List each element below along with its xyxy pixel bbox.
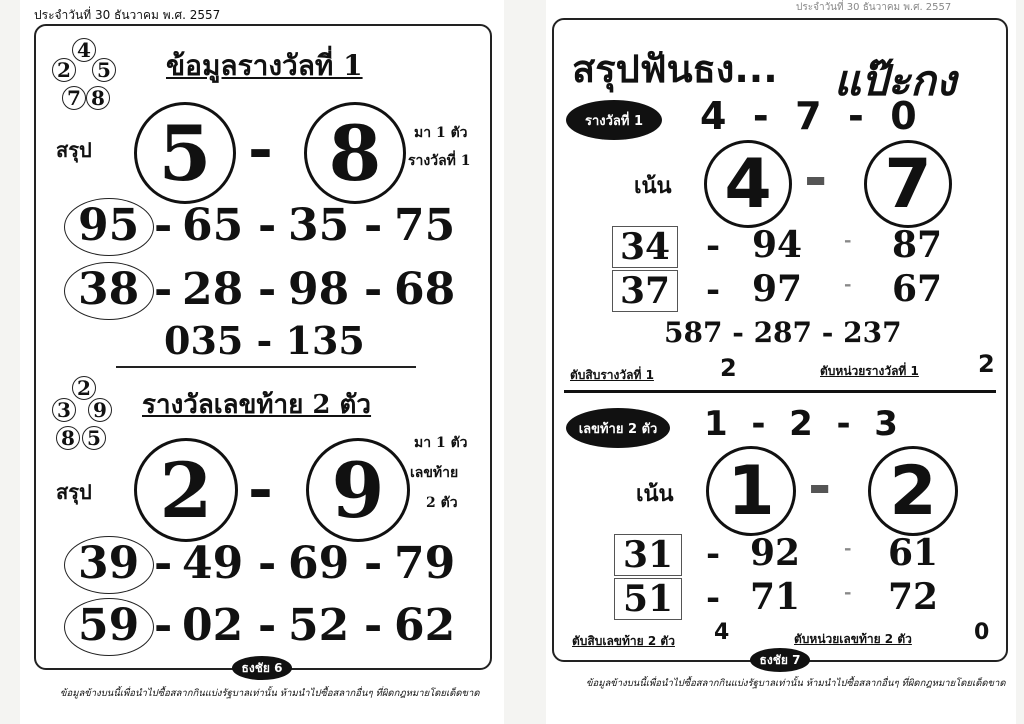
- dash: -: [808, 454, 832, 519]
- separator: -: [706, 578, 721, 618]
- dash: -: [248, 114, 273, 184]
- focus-label: เน้น: [636, 481, 674, 507]
- separator: -: [706, 270, 721, 310]
- mini-digit: 3: [52, 398, 76, 422]
- ten-value: 4: [714, 620, 730, 645]
- section-divider: [564, 390, 996, 393]
- last-two-title: รางวัลเลขท้าย 2 ตัว: [142, 390, 372, 420]
- number-cell: 98: [288, 264, 350, 315]
- big-digit-circle: 2: [134, 438, 238, 542]
- section-divider: [116, 366, 416, 368]
- separator: -: [364, 264, 383, 315]
- number-cell: 35: [288, 200, 350, 251]
- big-digit-circle: 7: [864, 140, 952, 228]
- ten-label: ตับสิบรางวัลที่ 1: [570, 368, 654, 382]
- note-line: 2 ตัว: [426, 495, 458, 511]
- separator: -: [364, 600, 383, 651]
- mini-digit: 4: [72, 38, 96, 62]
- mini-digit: 5: [82, 426, 106, 450]
- right-page-header: ประจำวันที่ 30 ธันวาคม พ.ศ. 2557: [796, 2, 952, 13]
- mini-digit: 7: [62, 86, 86, 110]
- summary-label: สรุป: [56, 480, 92, 504]
- digits-row: 4 - 7 - 0: [700, 94, 917, 138]
- separator: -: [844, 274, 852, 295]
- number-cell: 38: [78, 264, 140, 315]
- mini-digit: 2: [52, 58, 76, 82]
- left-content-frame: [34, 24, 492, 670]
- number-cell: 87: [892, 224, 943, 266]
- note-line: รางวัลที่ 1: [408, 153, 471, 169]
- triple-row: 587 - 287 - 237: [664, 316, 902, 349]
- right-content-frame: [552, 18, 1008, 662]
- note-line: มา 1 ตัว: [414, 435, 468, 451]
- unit-label: ตับหน่วยเลขท้าย 2 ตัว: [794, 632, 912, 646]
- digits-row: 1 - 2 - 3: [704, 404, 898, 444]
- page-badge: ธงชัย 7: [750, 648, 810, 672]
- right-footer: ข้อมูลข้างบนนี้เพื่อนำไปซื้อสลากกินแบ่งรัฐบาลเท่านั้น ห้ามนำไปซื้อสลากอื่นๆ ที่ผิดกฎหมายโดยเด็ดขาด: [586, 678, 1006, 689]
- separator: -: [364, 538, 383, 589]
- big-digit-circle: 9: [306, 438, 410, 542]
- left-page: [20, 0, 504, 724]
- number-cell: 49: [182, 538, 244, 589]
- section-badge: เลขท้าย 2 ตัว: [566, 408, 670, 448]
- number-cell: 71: [750, 576, 801, 618]
- dash: -: [248, 454, 273, 524]
- boxed-number: 37: [612, 270, 678, 312]
- page-badge: ธงชัย 6: [232, 656, 292, 680]
- ten-label: ตับสิบเลขท้าย 2 ตัว: [572, 634, 675, 648]
- dash: -: [804, 146, 828, 211]
- separator: -: [706, 534, 721, 574]
- focus-label: เน้น: [634, 173, 672, 199]
- left-page-header: ประจำวันที่ 30 ธันวาคม พ.ศ. 2557: [34, 8, 221, 22]
- number-cell: 61: [888, 532, 939, 574]
- main-subtitle: แป๊ะกง: [834, 56, 957, 105]
- number-cell: 69: [288, 538, 350, 589]
- separator: -: [154, 600, 173, 651]
- note-line: เลขท้าย: [410, 465, 459, 481]
- big-digit-circle: 8: [304, 102, 406, 204]
- number-cell: 62: [394, 600, 456, 651]
- big-digit-circle: 1: [706, 446, 796, 536]
- section-badge: รางวัลที่ 1: [566, 100, 662, 140]
- note-line: มา 1 ตัว: [414, 125, 468, 141]
- big-digit-circle: 2: [868, 446, 958, 536]
- ten-value: 2: [720, 354, 737, 382]
- unit-value: 2: [978, 350, 995, 378]
- separator: -: [154, 538, 173, 589]
- boxed-number: 31: [614, 534, 682, 576]
- number-cell: 67: [892, 268, 943, 310]
- main-title: สรุปฟันธง...: [572, 47, 778, 91]
- number-cell: 28: [182, 264, 244, 315]
- left-footer: ข้อมูลข้างบนนี้เพื่อนำไปซื้อสลากกินแบ่งรัฐบาลเท่านั้น ห้ามนำไปซื้อสลากอื่นๆ ที่ผิดกฎหมายโดยเด็ดขาด: [60, 688, 480, 699]
- right-page: [546, 0, 1016, 724]
- number-cell: 97: [752, 268, 803, 310]
- number-cell: 59: [78, 600, 140, 651]
- separator: -: [258, 264, 277, 315]
- mini-digit: 9: [88, 398, 112, 422]
- number-cell: 39: [78, 538, 140, 589]
- separator: -: [706, 226, 721, 266]
- separator: -: [154, 200, 173, 251]
- separator: -: [844, 230, 852, 251]
- first-prize-title: ข้อมูลรางวัลที่ 1: [166, 49, 363, 82]
- number-cell: 92: [750, 532, 801, 574]
- separator: -: [154, 264, 173, 315]
- mini-digit: 2: [72, 376, 96, 400]
- mini-digit: 5: [92, 58, 116, 82]
- mini-digit: 8: [56, 426, 80, 450]
- separator: -: [364, 200, 383, 251]
- separator: -: [844, 582, 852, 603]
- number-cell: 68: [394, 264, 456, 315]
- number-cell: 79: [394, 538, 456, 589]
- big-digit-circle: 4: [704, 140, 792, 228]
- number-cell: 02: [182, 600, 244, 651]
- separator: -: [258, 538, 277, 589]
- unit-label: ตับหน่วยรางวัลที่ 1: [820, 364, 919, 378]
- number-cell: 72: [888, 576, 939, 618]
- number-cell: 52: [288, 600, 350, 651]
- separator: -: [258, 600, 277, 651]
- number-cell: 65: [182, 200, 244, 251]
- triple-row: 035 - 135: [164, 318, 365, 363]
- mini-digit: 8: [86, 86, 110, 110]
- unit-value: 0: [974, 620, 990, 645]
- number-cell: 75: [394, 200, 456, 251]
- summary-label: สรุป: [56, 138, 92, 162]
- boxed-number: 51: [614, 578, 682, 620]
- separator: -: [258, 200, 277, 251]
- number-cell: 94: [752, 224, 803, 266]
- number-cell: 95: [78, 200, 140, 251]
- separator: -: [844, 538, 852, 559]
- big-digit-circle: 5: [134, 102, 236, 204]
- boxed-number: 34: [612, 226, 678, 268]
